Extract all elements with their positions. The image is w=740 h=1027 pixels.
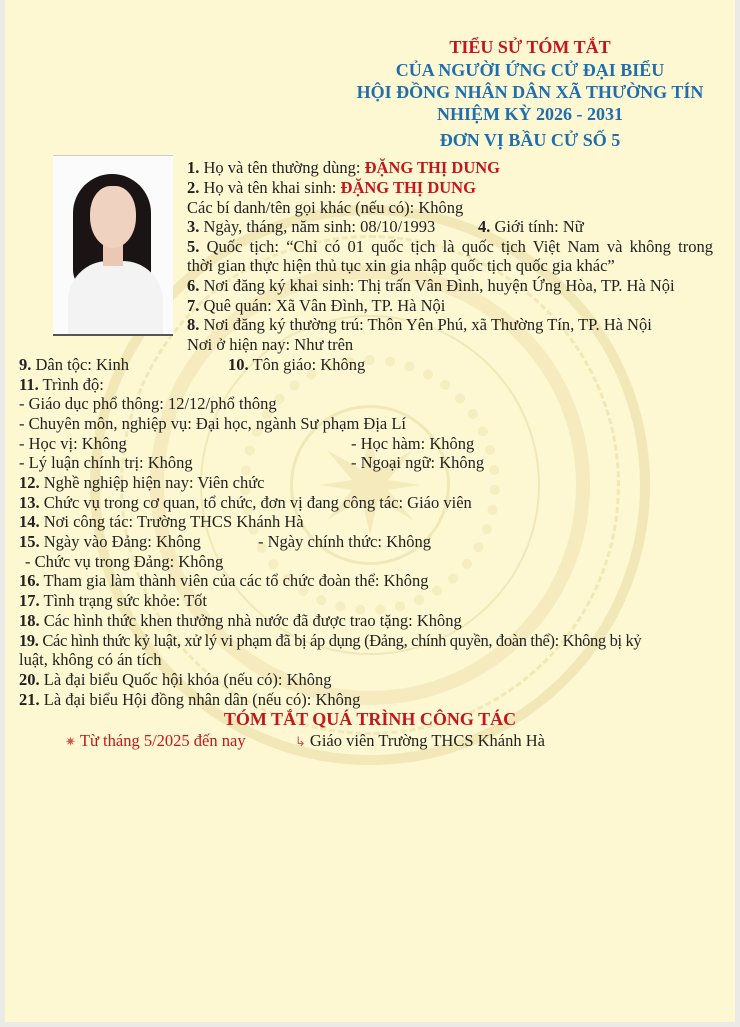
field-dob: 3. Ngày, tháng, năm sinh: 08/10/1993 <box>187 217 436 236</box>
career-role: ↳ Giáo viên Trường THCS Khánh Hà <box>295 731 545 750</box>
field-academic-title: - Học hàm: Không <box>351 434 475 453</box>
career-section-title: TÓM TẮT QUÁ TRÌNH CÔNG TÁC <box>223 709 517 729</box>
field-health: 17. Tình trạng sức khỏe: Tốt <box>19 591 207 610</box>
field-gender: 4. Giới tính: Nữ <box>478 217 584 236</box>
doc-title: TIỂU SỬ TÓM TẮT <box>449 37 611 57</box>
field-party-join-date: 15. Ngày vào Đảng: Không <box>19 532 201 551</box>
field-current-residence: Nơi ở hiện nay: Như trên <box>187 335 354 354</box>
field-organizations: 16. Tham gia làm thành viên của các tổ chức đoàn thể: Không <box>19 571 429 590</box>
field-degree: - Học vị: Không <box>19 434 127 453</box>
field-birth-place: 6. Nơi đăng ký khai sinh: Thị trấn Vân Đình, huyện Ứng Hòa, TP. Hà Nội <box>187 276 675 295</box>
field-common-name: 1. Họ và tên thường dùng: ĐẶNG THỊ DUNG <box>187 158 500 177</box>
field-nationality-cont: thời gian thực hiện thủ tục xin gia nhập quốc tịch quốc gia khác” <box>187 256 615 275</box>
doc-subtitle-1: CỦA NGƯỜI ỨNG CỬ ĐẠI BIỂU <box>395 60 665 80</box>
doc-subtitle-2: HỘI ĐỒNG NHÂN DÂN XÃ THƯỜNG TÍN <box>356 82 704 102</box>
biography-page <box>5 0 735 1022</box>
field-permanent-residence: 8. Nơi đăng ký thường trú: Thôn Yên Phú, xã Thường Tín, TP. Hà Nội <box>187 315 652 334</box>
asterisk-bullet-icon: ✷ <box>65 734 76 749</box>
field-political-theory: - Lý luận chính trị: Không <box>19 453 193 472</box>
doc-term: NHIỆM KỲ 2026 - 2031 <box>437 104 623 124</box>
field-awards: 18. Các hình thức khen thưởng nhà nước đã được trao tặng: Không <box>19 611 462 630</box>
electoral-unit: ĐƠN VỊ BẦU CỬ SỐ 5 <box>439 130 621 150</box>
field-specialization: - Chuyên môn, nghiệp vụ: Đại học, ngành Sư phạm Địa Lí <box>19 414 407 433</box>
field-peoples-council: 21. Là đại biểu Hội đồng nhân dân (nếu có): Không <box>19 690 361 709</box>
field-birth-name: 2. Họ và tên khai sinh: ĐẶNG THỊ DUNG <box>187 178 476 197</box>
field-workplace: 14. Nơi công tác: Trường THCS Khánh Hà <box>19 512 304 531</box>
field-general-education: - Giáo dục phổ thông: 12/12/phổ thông <box>19 394 277 413</box>
career-period: ✷ Từ tháng 5/2025 đến nay <box>65 731 246 750</box>
field-hometown: 7. Quê quán: Xã Vân Đình, TP. Hà Nội <box>187 296 446 315</box>
field-party-role: - Chức vụ trong Đảng: Không <box>25 552 224 571</box>
field-occupation: 12. Nghề nghiệp hiện nay: Viên chức <box>19 473 265 492</box>
field-national-assembly: 20. Là đại biểu Quốc hội khóa (nếu có): Không <box>19 670 332 689</box>
field-discipline-cont: luật, không có án tích <box>19 650 162 669</box>
field-education-heading: 11. Trình độ: <box>19 375 104 394</box>
field-alias: Các bí danh/tên gọi khác (nếu có): Không <box>187 198 464 217</box>
field-discipline: 19. Các hình thức kỷ luật, xử lý vi phạm đã bị áp dụng (Đảng, chính quyền, đoàn thể): Không bị kỷ <box>19 631 642 650</box>
field-party-official-date: - Ngày chính thức: Không <box>258 532 431 551</box>
arrow-turn-icon: ↳ <box>295 734 306 749</box>
field-ethnicity: 9. Dân tộc: Kinh <box>19 355 129 374</box>
field-nationality: 5. Quốc tịch: “Chỉ có 01 quốc tịch là quốc tịch Việt Nam và không trong <box>187 237 713 256</box>
field-foreign-language: - Ngoại ngữ: Không <box>351 453 485 472</box>
candidate-photo <box>53 155 173 336</box>
field-position: 13. Chức vụ trong cơ quan, tổ chức, đơn vị đang công tác: Giáo viên <box>19 493 472 512</box>
field-religion: 10. Tôn giáo: Không <box>228 355 366 374</box>
